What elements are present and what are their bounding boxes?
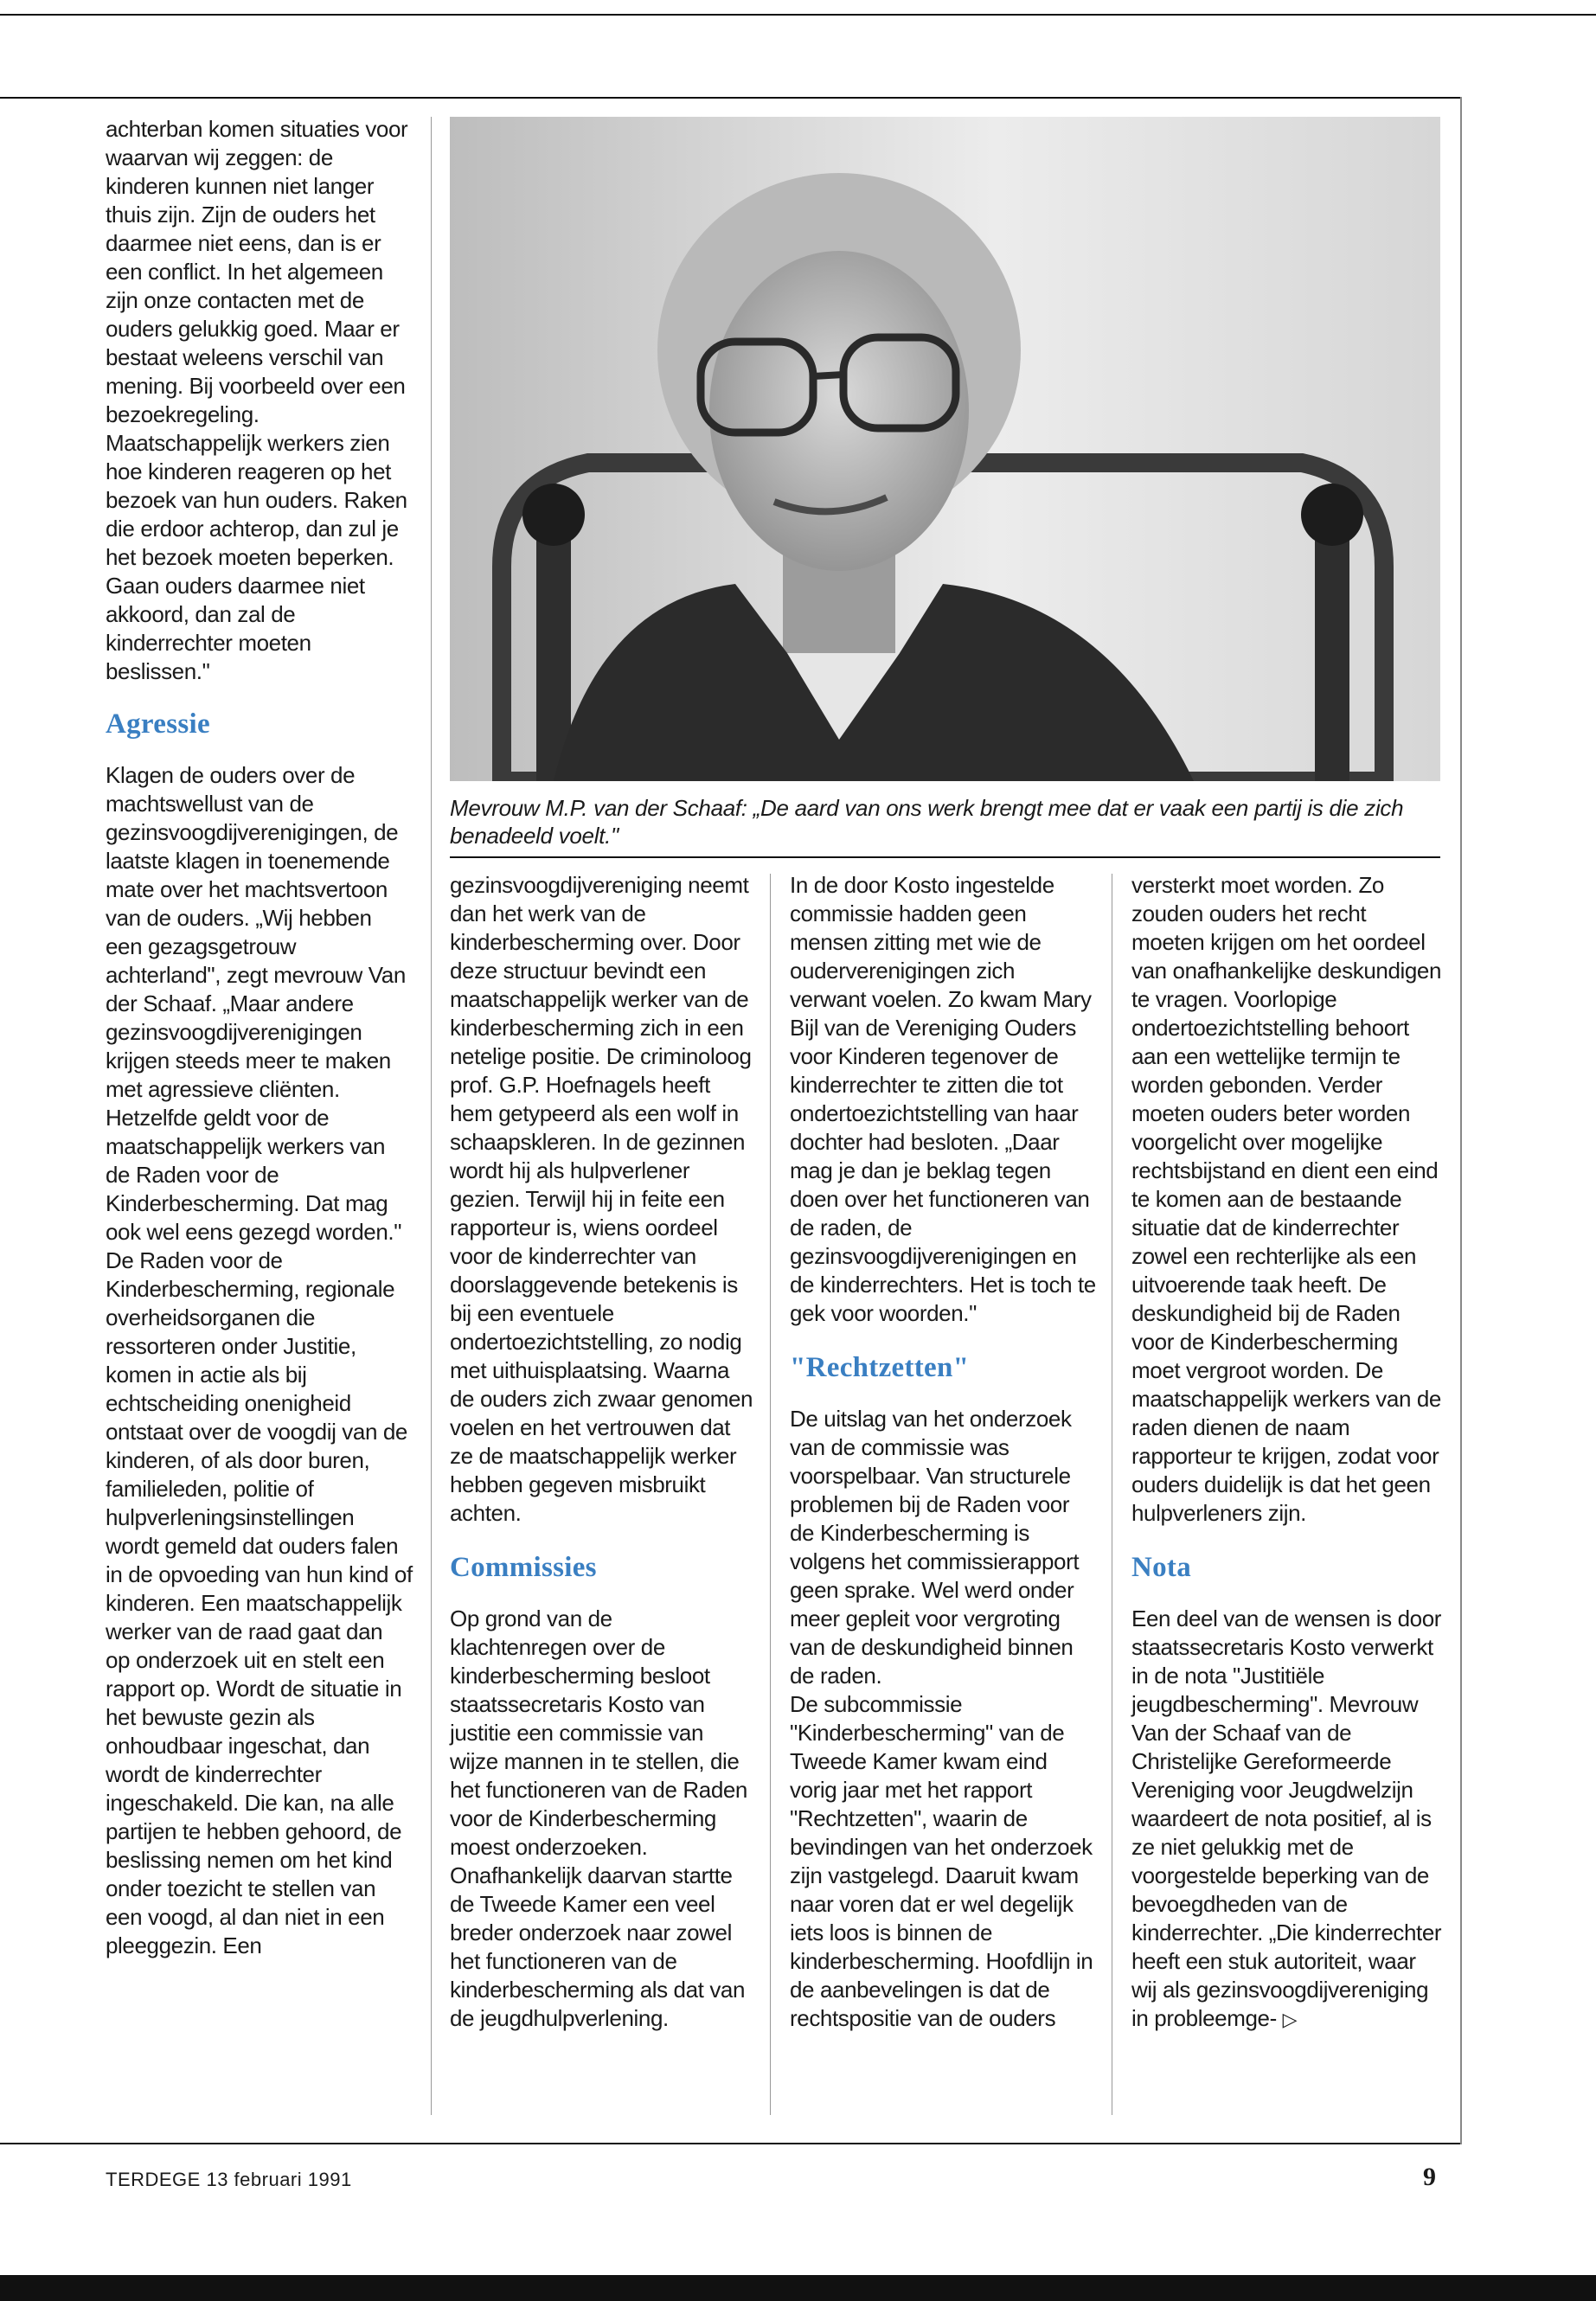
col4-para1: versterkt moet worden. Zo zouden ouders het recht moeten krijgen om het oordeel van onafhankelijke deskundigen te vragen. Voorlopige ondertoezichtstelling behoort aan een wettelijke termijn te worden gebonden. Verder moeten ouders beter worden voorgelicht over mogelijke rechtsbijstand en dient een eind te komen aan de bestaande situatie dat de kinderrechter zowel een rechterlijke als een uitvoerende taak heeft. De deskundigheid bij de Raden voor de Kinderbescherming moet vergroot worden. De maatschappelijk werkers van de raden dienen de naam rapporteur te krijgen, zodat voor ouders duidelijk is dat het geen hulpverleners zijn.	[1131, 872, 1442, 1526]
column-3	[790, 871, 1097, 2033]
right-margin-rule	[1460, 97, 1462, 2144]
heading-commissies: Commissies	[450, 1552, 597, 1583]
col1-para1: Klagen de ouders over de machtswellust van de gezinsvoogdijverenigingen, de laatste klagen in toenemende mate over het machtsvertoon van de ouders. „Wij hebben een gezagsgetrouw achterland", zegt mevrouw Van der Schaaf. „Maar andere gezinsvoogdijverenigingen krijgen steeds meer te maken met agressieve cliënten. Hetzelfde geldt voor de maatschappelijk werkers van de Raden voor de Kinderbescherming. Dat mag ook wel eens gezegd worden."	[106, 762, 406, 1245]
heading-nota: Nota	[1131, 1552, 1192, 1583]
col2-para1: gezinsvoogdijvereniging neemt dan het werk van de kinderbescherming over. Door deze structuur bevindt een maatschappelijk werker van de kinderbescherming zich in een netelige positie. De criminoloog prof. G.P. Hoefnagels heeft hem getypeerd als een wolf in schaapskleren. In de gezinnen wordt hij als hulpverlener gezien. Terwijl hij in feite een rapporteur is, wiens oordeel voor de kinderrechter van doorslaggevende betekenis is bij een eventuele ondertoezichtstelling, zo nodig met uithuisplaatsing. Waarna de ouders zich zwaar genomen voelen en het vertrouwen dat ze de maatschappelijk werker hebben gegeven misbruikt achten.	[450, 872, 753, 1526]
photo-caption: Mevrouw M.P. van der Schaaf: „De aard van ons werk brengt mee dat er vaak een partij is die zich benadeeld voelt."	[450, 795, 1404, 849]
top-rule	[0, 14, 1596, 16]
col4-para2	[1131, 1605, 1445, 2034]
column-4	[1131, 871, 1445, 2034]
footer-publication: TERDEGE 13 februari 1991	[106, 2169, 352, 2190]
col4-para2-text: Een deel van de wensen is door staatssecretaris Kosto verwerkt in de nota "Justitiële jeugdbescherming". Mevrouw Van der Schaaf van de Christelijke Gereformeerde Vereniging voor Jeugdwelzijn waardeert de nota positief, al is ze niet gelukkig met de voorgestelde beperking van de bevoegdheden van de kinderrechter. „Die kinderrechter heeft een stuk autoriteit, waar wij als gezinsvoogdijvereniging in probleemge-	[1131, 1606, 1442, 2031]
column-divider-2	[770, 874, 771, 2115]
continue-arrow-icon: ▷	[1282, 2009, 1298, 2030]
column-2	[450, 871, 754, 2033]
portrait-photo	[450, 117, 1440, 781]
col3-para2: De uitslag van het onderzoek van de commissie was voorspelbaar. Van structurele problemen bij de Raden voor de Kinderbescherming is volgens het commissierapport geen sprake. Wel werd onder meer gepleit voor vergroting van de deskundigheid binnen de raden.	[790, 1406, 1080, 1689]
col1-para2: De Raden voor de Kinderbescherming, regionale overheidsorganen die ressorteren onder Justitie, komen in actie als bij echtscheiding onenigheid ontstaat over de voogdij van de kinderen, of als door buren, familieleden, politie of hulpverleningsinstellingen wordt gemeld dat ouders falen in de opvoeding van hun kind of kinderen. Een maatschappelijk werker van de raad gaat dan op onderzoek uit en stelt een rapport op. Wordt de situatie in het bewuste gezin als onhoudbaar ingeschat, dan wordt de kinderrechter ingeschakeld. Die kan, na alle partijen te hebben gehoord, de beslissing nemen om het kind onder toezicht te stellen van een voogd, al dan niet in een pleeggezin. Een	[106, 1247, 413, 1958]
footer-rule	[0, 2143, 1462, 2144]
column-1	[106, 115, 413, 1960]
col3-para1: In de door Kosto ingestelde commissie hadden geen mensen zitting met wie de ouderverenigingen zich verwant voelen. Zo kwam Mary Bijl van de Vereniging Ouders voor Kinderen tegenover de kinderrechter te zitten die tot ondertoezichtstelling van haar dochter had besloten. „Daar mag je dan je beklag tegen doen over het functioneren van de raden, de gezinsvoogdijverenigingen en de kinderrechters. Het is toch te gek voor woorden."	[790, 872, 1096, 1326]
bottom-band	[0, 2275, 1596, 2301]
heading-rechtzetten: "Rechtzetten"	[790, 1352, 970, 1383]
col3-para3: De subcommissie "Kinderbescherming" van de Tweede Kamer kwam eind vorig jaar met het rapport "Rechtzetten", waarin de bevindingen van het onderzoek zijn vastgelegd. Daaruit kwam naar voren dat er wel degelijk iets loos is binnen de kinderbescherming. Hoofdlijn in de aanbevelingen is dat de rechtspositie van de ouders	[790, 1691, 1093, 2031]
caption-rule	[450, 856, 1440, 858]
header-rule	[0, 97, 1462, 99]
portrait-illustration	[450, 117, 1440, 781]
heading-agressie: Agressie	[106, 708, 210, 740]
column-divider-1	[431, 117, 432, 2115]
col2-para2: Op grond van de klachtenregen over de kinderbescherming besloot staatssecretaris Kosto van justitie een commissie van wijze mannen in te stellen, die het functioneren van de Raden voor de Kinderbescherming moest onderzoeken. Onafhankelijk daarvan startte de Tweede Kamer een veel breder onderzoek naar zowel het functioneren van de kinderbescherming als dat van de jeugdhulpverlening.	[450, 1606, 747, 2031]
col1-intro: achterban komen situaties voor waarvan wij zeggen: de kinderen kunnen niet langer thuis zijn. Zijn de ouders het daarmee niet eens, dan is er een conflict. In het algemeen zijn onze contacten met de ouders gelukkig goed. Maar er bestaat weleens verschil van mening. Bij voorbeeld over een bezoekregeling. Maatschappelijk werkers zien hoe kinderen reageren op het bezoek van hun ouders. Raken die erdoor achterop, dan zul je het bezoek moeten beperken. Gaan ouders daarmee niet akkoord, dan zal de kinderrechter moeten beslissen."	[106, 116, 408, 684]
page-number: 9	[1423, 2163, 1436, 2191]
